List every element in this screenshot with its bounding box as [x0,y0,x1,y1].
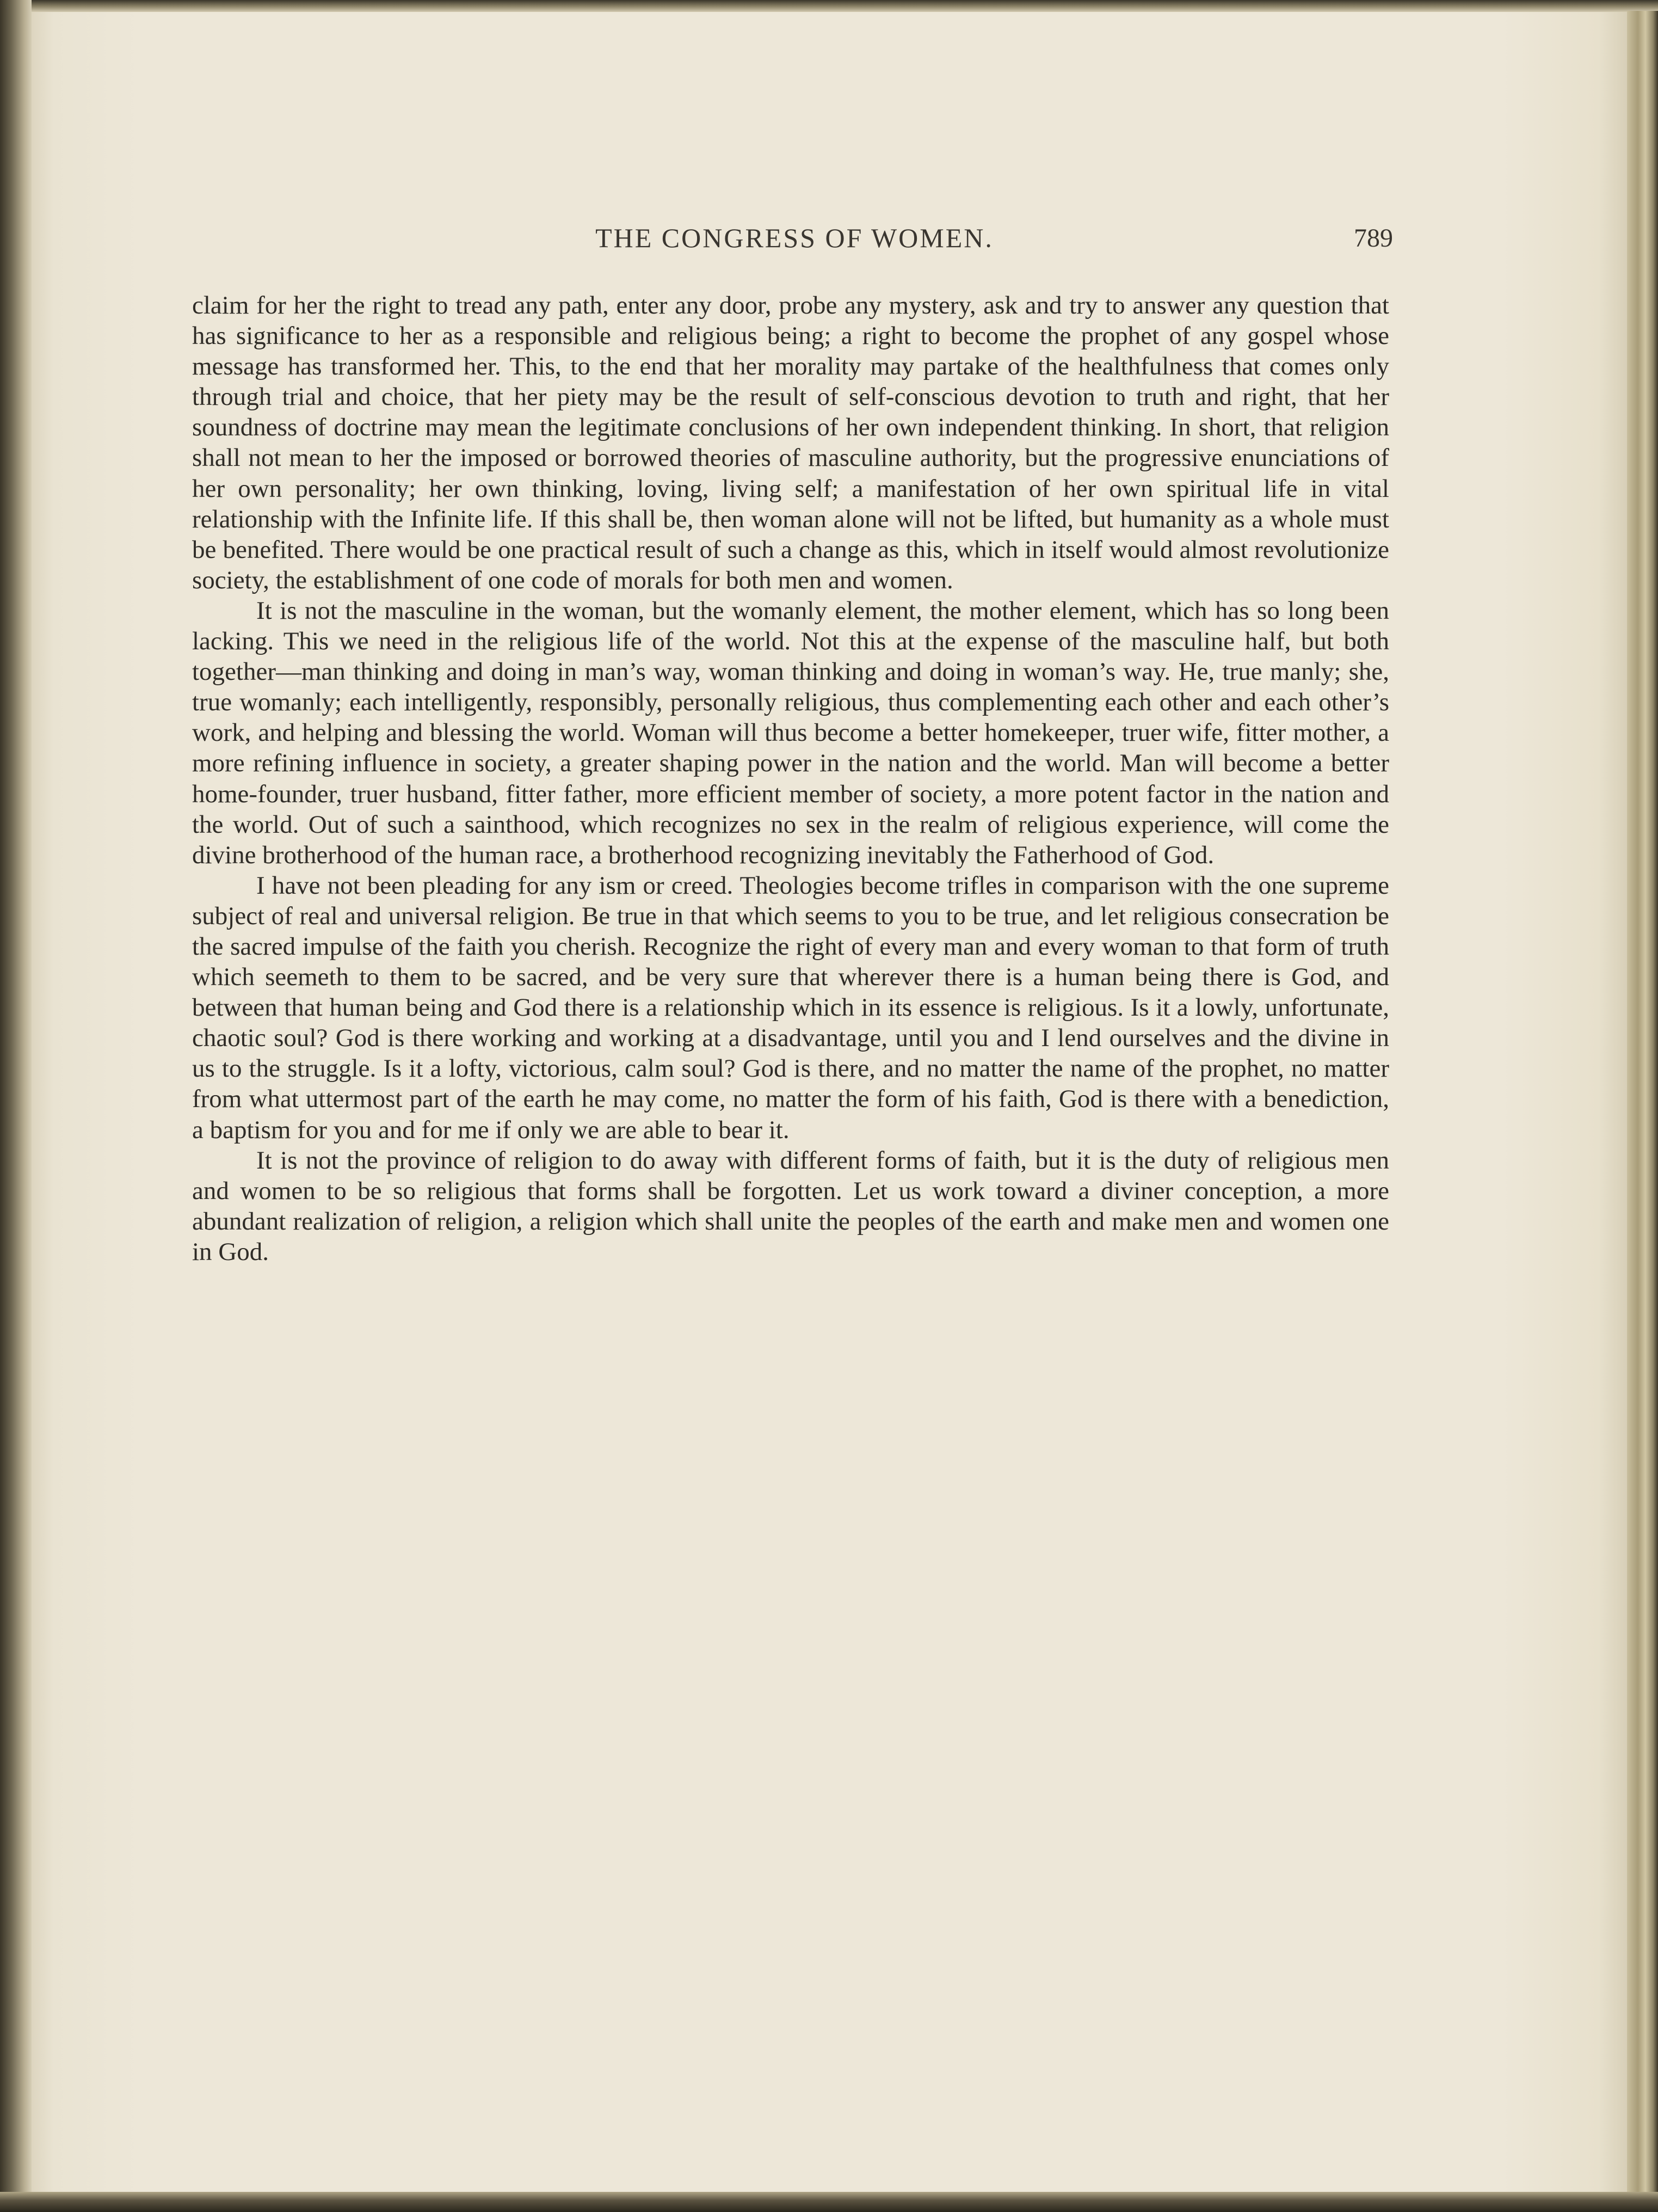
right-page-edge [1627,11,1658,2204]
paragraph-3: I have not been pleading for any ism or creed. Theologies become trifles in comparison with the one supreme subject of real and universal religion. Be true in that which seems to you to be true, and let religious consecration be the sacred impulse of the faith you cherish. Recognize the right of every man and every woman to that form of truth which seemeth to them to be sacred, and be very sure that wherever there is a human being there is God, and between that human being and God there is a relationship which in its essence is religious. Is it a lowly, unfortunate, chaotic soul? God is there working and working at a disadvantage, until you and I lend ourselves and the divine in us to the struggle. Is it a lofty, victorious, calm soul? God is there, and no matter the name of the prophet, no matter from what uttermost part of the earth he may come, no matter the form of his faith, God is there with a benediction, a baptism for you and for me if only we are able to bear it. [192,871,1389,1144]
page-number: 789 [1354,224,1393,253]
paragraph-1: claim for her the right to tread any path, enter any door, probe any mystery, ask and try to answer any question that has significance to her as a responsible and religious being; a right to become the prophet of any gospel whose message has transformed her. This, to the end that her morality may partake of the healthfulness that comes only through trial and choice, that her piety may be the result of self-conscious devotion to truth and right, that her soundness of doctrine may mean the legitimate conclusions of her own independent thinking. In short, that religion shall not mean to her the imposed or borrowed theories of masculine authority, but the progressive enunciations of her own personality; her own thinking, loving, living self; a manifestation of her own spiritual life in vital relationship with the Infinite life. If this shall be, then woman alone will not be lifted, but humanity as a whole must be benefited. There would be one practical result of such a change as this, which in itself would almost revolutionize society, the establishment of one code of morals for both men and women. [192,291,1389,594]
top-page-edge [0,0,1658,12]
page-header [196,222,1393,266]
book-binding-edge [0,0,32,2212]
bottom-page-edge [0,2192,1658,2212]
body-text [192,290,1389,1267]
paragraph-4: It is not the province of religion to do away with different forms of faith, but it is the duty of religious men and women to be so religious that forms shall be forgotten. Let us work toward a diviner conception, a more abundant realization of religion, a religion which shall unite the peoples of the earth and make men and women one in God. [192,1146,1389,1266]
paragraph-2: It is not the masculine in the woman, but the womanly element, the mother element, which has so long been lacking. This we need in the religious life of the world. Not this at the expense of the masculine half, but both together—man thinking and doing in man’s way, woman thinking and doing in woman’s way. He, true manly; she, true womanly; each intelligently, responsibly, personally religious, thus complementing each other and each other’s work, and helping and blessing the world. Woman will thus become a better homekeeper, truer wife, fitter mother, a more refining influence in society, a greater shaping power in the nation and the world. Man will become a better home-founder, truer husband, fitter father, more efficient member of society, a more potent factor in the nation and the world. Out of such a sainthood, which recognizes no sex in the realm of religious experience, will come the divine brotherhood of the human race, a brotherhood recognizing inevitably the Fatherhood of God. [192,596,1389,869]
running-title: THE CONGRESS OF WOMEN. [595,223,994,253]
